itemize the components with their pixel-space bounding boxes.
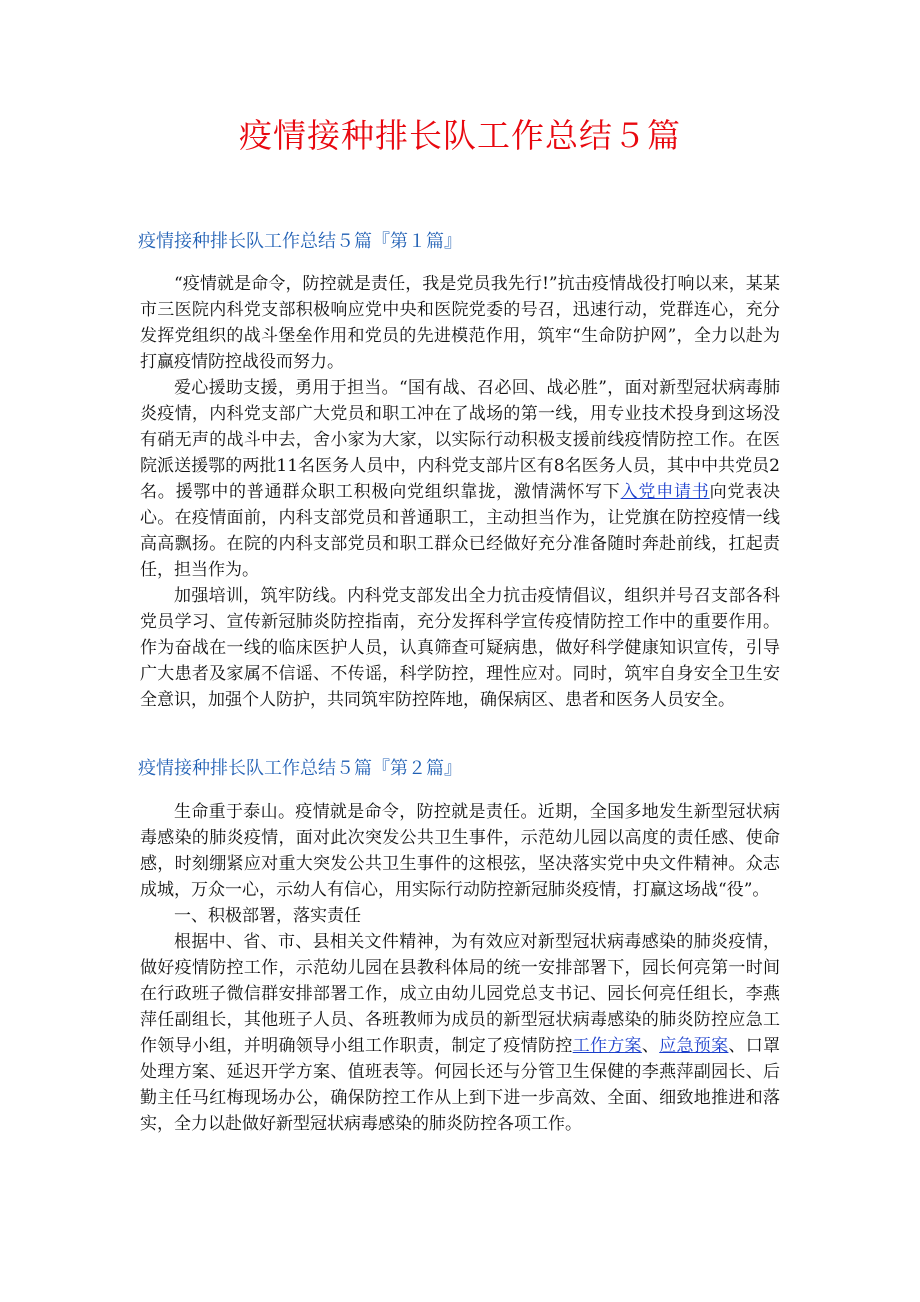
paragraph-text: 根据中、省、市、县相关文件精神，为有效应对新型冠状病毒感染的肺炎疫情，做好疫情防控工作，示范幼儿园在县教科体局的统一安排部署下，园长何亮第一时间在行政班子微信群安排部署工作，成立由幼儿园党总支书记、园长何亮任组长，李燕萍任副组长，其他班子人员、各班教师为成员的新型冠状病毒感染的肺炎防控应急工作领导小组，并明确领导小组工作职责，制定了疫情防控 (140, 932, 780, 1056)
section-heading-1: 疫情接种排长队工作总结５篇『第１篇』 (138, 231, 462, 252)
link-work-plan[interactable]: 工作方案 (572, 1036, 642, 1056)
paragraph: 加强培训，筑牢防线。内科党支部发出全力抗击疫情倡议，组织并号召支部各科党员学习、宣传新冠肺炎防控指南，充分发挥科学宣传疫情防控工作中的重要作用。作为奋战在一线的临床医护人员，认真筛查可疑病患，做好科学健康知识宣传，引导广大患者及家属不信谣、不传谣，科学防控，理性应对。同时，筑牢自身安全卫生安全意识，加强个人防护，共同筑牢防控阵地，确保病区、患者和医务人员安全。 (140, 586, 780, 710)
paragraph: “疫情就是命令，防控就是责任，我是党员我先行!”抗击疫情战役打响以来，某某市三医院内科党支部积极响应党中央和医院党委的号召，迅速行动，党群连心，充分发挥党组织的战斗堡垒作用和党员的先进模范作用，筑牢“生命防护网”，全力以赴为打赢疫情防控战役而努力。 (140, 274, 780, 372)
section-body-1 (140, 271, 780, 713)
separator-text: 、 (641, 1036, 660, 1056)
paragraph-text: 、口罩处理方案、延迟开学方案、值班表等。何园长还与分管卫生保健的李燕萍副园长、后勤主任马红梅现场办公，确保防控工作从上到下进一步高效、全面、细致地推进和落实，全力以赴做好新型冠状病毒感染的肺炎防控各项工作。 (140, 1036, 781, 1134)
paragraph-text: 向党表决心。在疫情面前，内科支部党员和普通职工，主动担当作为，让党旗在防控疫情一线高高飘扬。在院的内科支部党员和职工群众已经做好充分准备随时奔赴前线，扛起责任，担当作为。 (140, 482, 781, 580)
subheading-paragraph: 一、积极部署，落实责任 (174, 906, 361, 926)
section-heading-2: 疫情接种排长队工作总结５篇『第２篇』 (138, 758, 462, 779)
document-title: 疫情接种排长队工作总结５篇 (239, 116, 681, 155)
link-party-application[interactable]: 入党申请书 (620, 482, 710, 502)
link-emergency-plan[interactable]: 应急预案 (659, 1036, 729, 1056)
paragraph: 生命重于泰山。疫情就是命令，防控就是责任。近期，全国多地发生新型冠状病毒感染的肺炎疫情，面对此次突发公共卫生事件，示范幼儿园以高度的责任感、使命感，时刻绷紧应对重大突发公共卫生事件的这根弦，坚决落实党中央文件精神。众志成城，万众一心，示幼人有信心，用实际行动防控新冠肺炎疫情，打赢这场战“役”。 (140, 802, 780, 900)
paragraph-text: 爱心援助支援，勇用于担当。“国有战、召必回、战必胜”，面对新型冠状病毒肺炎疫情，内科党支部广大党员和职工冲在了战场的第一线，用专业技术投身到这场没有硝无声的战斗中去，舍小家为大家，以实际行动积极支援前线疫情防控工作。在医院派送援鄂的两批11名医务人员中，内科党支部片区有8名医务人员，其中中共党员2名。援鄂中的普通群众职工积极向党组织靠拢，激情满怀写下 (140, 378, 780, 502)
section-body-2 (140, 799, 780, 1137)
paragraph (140, 375, 780, 583)
paragraph (140, 929, 780, 1137)
